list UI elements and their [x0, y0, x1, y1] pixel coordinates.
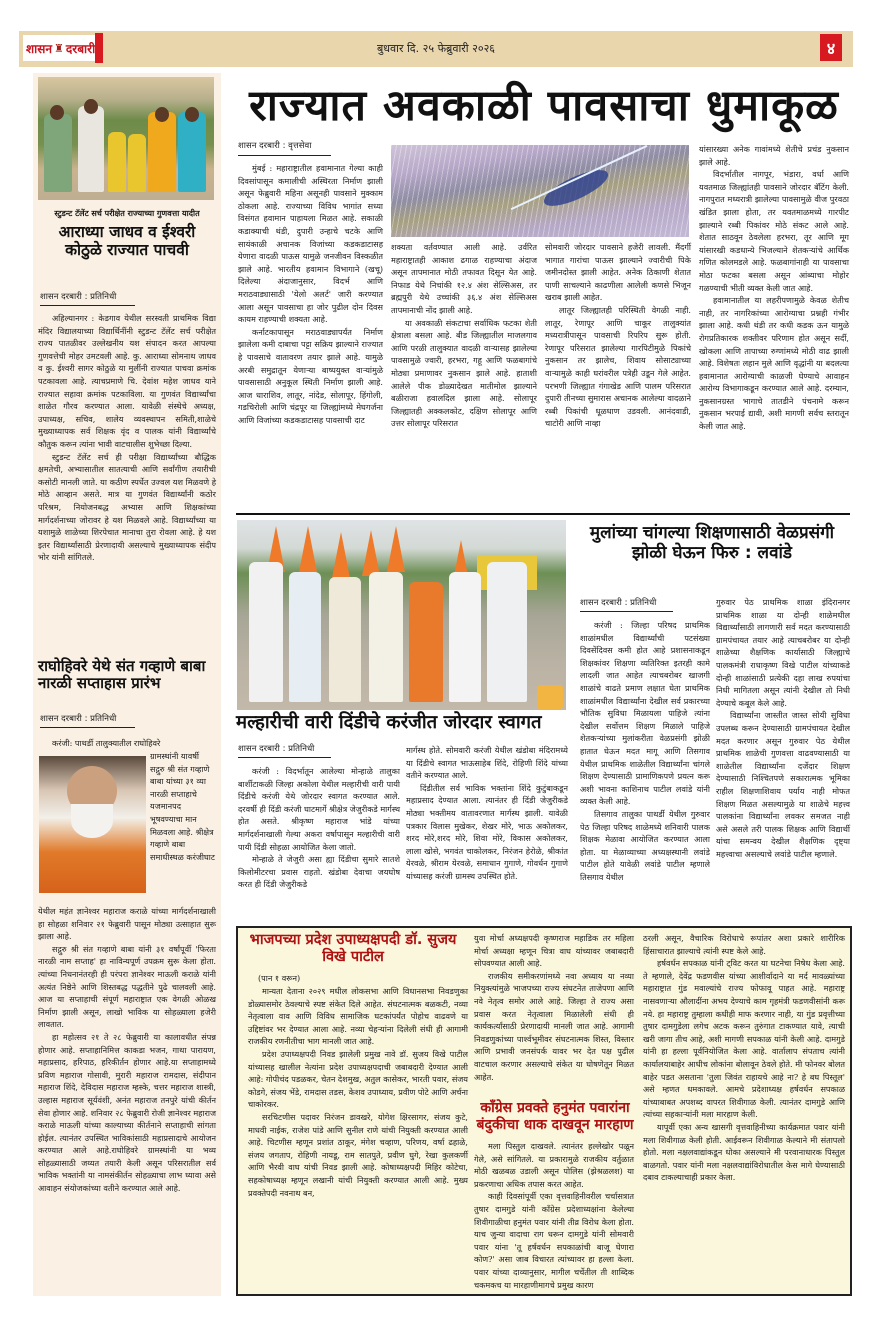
story2-intro — [38, 737, 216, 750]
lead-column-4 — [699, 143, 849, 433]
pawar-paragraph: हर्षवर्धन सपकाळ यांनी ट्विट करत या घटनेचा निषेध केला आहे. ते म्हणाले, देवेंद्र फडणवीस यांच्या आशीर्वादाने या मर्द मावळ्यांच्या महाराष्ट्रात गुंड मवाल्यांचे राज्य फोफावू पाहत आहे. महाराष्ट्र नासवणाऱ्या औलादींना अभय देण्याचे काम गृहमंत्री फडणवीसांनी करू नये. हा महाराष्ट्र तुम्हाला कधीही माफ करणार नाही, या गुंड प्रवृत्तीच्या तुषार दामगुडेला लगेच अटक करून तुरुंगात टाकण्यात यावे, त्याची खरी जागा तीच आहे, अशी मागणी सपकाळ यांनी केली आहे. दामगुडे यांनी हा हल्ला पूर्वनियोजित केला आहे. वार्तालाप संपताच त्यांनी कार्यालयाबाहेर आधीच लोकांना बोलावून ठेवले होते. मी फोनवर बोलत बाहेर पडत असताना 'तुला जिवंत राहायचे आहे ना? हे बघ पिस्तूल' असे म्हणत धमकावले. आमचे प्रदेशाध्यक्ष हर्षवर्धन सपकाळ यांच्याबाबत अपशब्द वापरत शिवीगाळ केली. त्यानंतर दामगुडे आणि त्यांच्या सहकाऱ्यांनी मला मारहाण केली. — [643, 958, 845, 1120]
story1-paragraph: स्टुडन्ट टॅलेंट सर्च ही परीक्षा विद्यार्थ्यांच्या बौद्धिक क्षमतेची, अभ्यासातील सातत्याची आणि सर्वांगीण तयारीची कसोटी मानली जाते. या कठीण स्पर्धेत उज्वल यश मिळवणे हे मोठे आव्हान असते. मात्र या गुणवंत विद्यार्थ्यांनी कठोर परिश्रम, नियोजनबद्ध अभ्यास आणि शिक्षकांच्या मार्गदर्शनाच्या जोरावर हे यश मिळवले आहे. विद्यार्थ्यांच्या या यशामुळे शाळेच्या शिरपेचात मानाचा तुरा रोवला आहे. हे यश इतर विद्यार्थ्यांसाठी प्रेरणादायी असल्याचे मुख्याध्यापक संदीप भोर यांनी सांगितले. — [38, 451, 216, 563]
vikhe-column-2 — [474, 932, 634, 1083]
lavande-paragraph: विद्यार्थ्यांना जास्तीत जास्त सोयी सुविधा उपलब्ध करून देण्यासाठी ग्रामपंचायत देखील मदत करणार असून गुरुवार पेठ येथील प्राथमिक शाळेची गुणवत्ता वाढवण्यासाठी या शाळेतील विद्यार्थ्यांना दर्जेदार शिक्षण देण्यासाठी निश्चितपणे सकारात्मक भूमिका राहील शिक्षणाशिवाय पर्याय नाही मोफत शिक्षण मिळत असल्यामुळे या शाळेचे महत्त्व पालकांना विद्यार्थ्यांना लवकर समजत नाही असे असले तरी पालक शिक्षक आणि विद्यार्थी यांचा समन्वय देखील शैक्षणिक दृष्ट्या महत्त्वाचा असल्याचे लवांडे पाटील म्हणाले. — [716, 710, 850, 859]
byline-underline — [40, 305, 135, 306]
person-figure — [108, 132, 126, 192]
dindi-column-1 — [238, 765, 400, 891]
story2-paragraph: येथील महंत ज्ञानेश्वर महाराज कराळे यांच्या मार्गदर्शनाखाली हा सोहळा शनिवार २१ फेब्रुवारी पासून मोठ्या उत्साहात सुरू झाला आहे. — [38, 906, 216, 942]
lavande-headline: मुलांच्या चांगल्या शिक्षणासाठी वेळप्रसंगी झोळी घेऊन फिरु : लवांडे — [589, 523, 835, 563]
saffron-flag — [387, 526, 405, 572]
throne-icon: ♜ — [54, 41, 64, 55]
story2-byline: शासन दरबारी : प्रतिनिधी — [40, 714, 117, 724]
person-figure — [369, 572, 403, 702]
students-group-photo — [38, 77, 214, 200]
story2-paragraph: हा महोत्सव २१ ते २८ फेब्रुवारी या कालावधीत संपन्न होणार आहे. सप्ताहानिमित्त काकडा भजन, गाथा पारायण, महाप्रसाद, हरिपाठ, हरिकीर्तन होणार आहे.या सप्ताहामध्ये प्रविण महाराज गोसावी, मुरारी महाराज रामदास, संदीपान महाराज शिंदे, देविदास महाराज म्हस्के, चत्तर महाराज शास्त्री, उल्हास महाराज सूर्यवंशी, अनंत महाराज तनपुरे यांची कीर्तन सेवा होणार आहे. शनिवार २८ फेब्रुवारी रोजी ज्ञानेश्वर महाराज कराळे माऊली यांच्या काल्याच्या कीर्तनाने सप्ताहाची सांगता होईल. त्यानंतर उपस्थित भाविकांसाठी महाप्रसादाचे आयोजन करण्यात आले आहे.राघोहिवरे ग्रामस्थांनी या भव्य सोहळ्यासाठी जय्यत तयारी केली असून परिसरातील सर्व भाविक भक्तांनी या नामसंकीर्तन सोहळ्याचा लाभ घ्यावा असे आवाहन संयोजकांच्या वतीने करण्यात आले आहे. — [38, 1031, 216, 1194]
page-number: ४ — [820, 34, 842, 61]
portrait-beard — [71, 804, 113, 838]
orange-barrel — [537, 685, 563, 709]
story1-byline: शासन दरबारी : प्रतिनिधी — [40, 292, 117, 302]
pawar-paragraph: काही दिवसांपूर्वी एका वृत्तवाहिनीवरील चर्चासत्रात तुषार दामगुडे यांनी काँग्रेस प्रदेशाध्यक्षांना केलेल्या शिवीगाळीचा हनुमंत पवार यांनी तीव्र विरोध केला होता. याच जुन्या वादाचा राग धरून दामगुडे यांनी सोमवारी पवार यांना 'तू हर्षवर्धन सपकाळांची बाजू घेणारा कोण?' असा जाब विचारत त्यांच्यावर हा हल्ला केला. पवार यांच्या दाव्यानुसार, मागील चर्चेतील ती शाब्दिक चकमकच या मारहाणीमागचे प्रमुख कारण — [474, 1191, 634, 1290]
logo-text-darbari: दरबारी — [65, 41, 96, 56]
story1-paragraph: अहिल्यानगर : केडगाव येथील सरस्वती प्राथमिक विद्या मंदिर विद्यालयाच्या विद्यार्थिनींनी स्टुडन्ट टॅलेंट सर्च परीक्षेत राज्य पातळीवर उल्लेखनीय यश संपादन करत आपल्या गुणवत्तेची मोहर उमटवली आहे. कु. आराध्या सोमनाथ जाधव व कु. ईश्वरी सागर कोठुळे या मुलींनी राज्यात पाचवा क्रमांक पटकावला आहे. त्याचप्रमाणे चि. देवांश महेश जाधव याने राज्यात सहावा क्रमांक पटकाविला. या गुणवंत विद्यार्थ्यांचा शाळेत गौरव करण्यात आला. यावेळी संस्थेचे अध्यक्ष, उपाध्यक्ष, सचिव, शालेय व्यवस्थापन समिती,शाळेचे मुख्याध्यापक सर्व शिक्षक वृंद व पालक यांनी विद्यार्थ्यांचे कौतुक करून त्यांना भावी वाटचालीस शुभेच्छा दिल्या. — [38, 313, 216, 449]
lavande-column-2 — [716, 596, 850, 860]
section-divider — [236, 513, 850, 515]
lead-paragraph: हवामानातील या लहरीपणामुळे केवळ शेतीच नाही, तर नागरिकांच्या आरोग्याचा प्रश्नही गंभीर झाला आहे. कधी थंडी तर कधी कडक ऊन यामुळे रोगप्रतिकारक शक्तीवर परिणाम होत असून सर्दी, खोकला आणि तापाच्या रुग्णांमध्ये मोठी वाढ झाली आहे. विशेषतः लहान मुले आणि वृद्धांनी या बदलत्या हवामानात आरोग्याची काळजी घेण्याचे आवाहन आरोग्य विभागाकडून करण्यात आले आहे. दरम्यान, नुकसानग्रस्त भागाचे तातडीने पंचनामे करून नुकसान भरपाई द्यावी, अशी मागणी सर्वच स्तरातून केली जात आहे. — [699, 295, 849, 432]
lead-byline: शासन दरबारी : वृत्तसेवा — [238, 141, 312, 151]
lead-paragraph: सोमवारी जोरदार पावसाने हजेरी लावली. मैंदर्गी भागात गारांचा पाऊस झाल्याने ज्वारीची पिके जमीनदोस्त झाली आहेत. अनेक ठिकाणी शेतात पाणी साचल्याने काढणीला आलेली कणसे भिजून खराब झाली आहेत. — [545, 242, 691, 303]
person-figure — [289, 572, 321, 702]
person-head — [185, 107, 199, 122]
story1-kicker: स्टुडन्ट टॅलेंट सर्च परीक्षेत राज्याच्या गुणवत्ता यादीत — [54, 209, 200, 218]
person-figure — [44, 114, 72, 192]
person-figure — [128, 134, 146, 192]
dindi-headline: मल्हारीची वारी दिंडीचे करंजीत जोरदार स्वागत — [236, 712, 542, 733]
saffron-flag — [362, 530, 380, 576]
lead-paragraph: शक्यता वर्तवण्यात आली आहे. उर्वरित महाराष्ट्रातही आकाश ढगाळ राहण्याचा अंदाज असून तापमानात मोठी तफावत दिसून येत आहे. निफाड येथे निचांकी १२.४ अंश सेल्सिअस, तर ब्रह्मपुरी येथे उच्चांकी ३६.४ अंश सेल्सिअस तापमानाची नोंद झाली आहे. — [391, 242, 537, 315]
pawar-paragraph: ठरली असून, वैचारिक विरोधाचे रूपांतर अशा प्रकारे शारीरिक हिंसाचारात झाल्याचे त्यांनी स्पष्ट केले आहे. — [643, 933, 845, 956]
pawar-column-1 — [474, 1140, 634, 1291]
byline-underline — [580, 611, 673, 612]
person-figure — [329, 577, 361, 702]
person-figure — [78, 106, 104, 192]
lead-column-2 — [391, 241, 537, 430]
vikhe-column-1 — [248, 985, 468, 1199]
lead-paragraph: विदर्भातील नागपूर, भंडारा, वर्धा आणि यवतमाळ जिल्ह्यांतही पावसाने जोरदार बॅटिंग केली. नागपुरात मध्यरात्री झालेल्या पावसामुळे वीज पुरवठा खंडित झाला होता, तर यवतमाळमध्ये गारपीट झाल्याने रब्बी पिकांवर मोठे संकट आले आहे. शेतात साठवून ठेवलेला हरभरा, तूर आणि मूग यांसारखी कडधान्ये भिजल्याने शेतकऱ्यांचे आर्थिक गणित कोलमडले आहे. फळबागांनाही या पावसाचा मोठा फटका बसला असून आंब्याचा मोहोर गळण्याची भीती व्यक्त केली जात आहे. — [699, 169, 849, 293]
vikhe-paragraph: युवा मोर्चा अध्यक्षपदी कृष्णराज महाडिक तर महिला मोर्चा अध्यक्षा म्हणून चित्रा वाघ यांच्यावर जबाबदारी सोपवण्यात आली आहे. — [474, 933, 634, 969]
lead-paragraph: कर्नाटकापासून मराठवाड्यापर्यंत निर्माण झालेला कमी दाबाचा पट्टा सक्रिय झाल्याने राज्यात हे पावसाचे वातावरण तयार झाले आहे. यामुळे अरबी समुद्रातून येणाऱ्या बाष्पयुक्त वाऱ्यांमुळे पावसासाठी अनुकूल स्थिती निर्माण झाली आहे. आज धाराशिव, लातूर, नांदेड, सोलापूर, हिंगोली, गडचिरोली आणि चंद्रपूर या जिल्ह्यांमध्ये मेघगर्जना आणि विजांच्या कडकडाटासह पावसाची दाट — [238, 326, 383, 425]
lavande-paragraph: करंजी : जिल्हा परिषद प्राथमिक शाळांमधील विद्यार्थ्यांची पटसंख्या दिवसेंदिवस कमी होत आहे प्रशासनाकडून शिक्षकांवर शिक्षणा व्यतिरिक्त इतरही कामे लादली जात आहेत त्याचबरोबर खाजगी शाळांचे वाढते प्रमाण लक्षात घेता प्राथमिक शाळांमधील विद्यार्थ्यांना देखील सर्व प्रकारच्या भौतिक सुविधा मिळायला पाहिजे त्यांना देखील सर्वोत्तम शिक्षण मिळाले पाहिजे शेतकऱ्यांच्या मुलांकरीता वेळप्रसंगी झोळी हातात घेऊन मदत मागू आणि तिसगाव येथील प्राथमिक शाळेतील विद्यार्थ्यांना चांगले शिक्षण देण्यासाठी प्रामाणिकपणे प्रयत्न करू अशी भावना काशिनाथ पाटील लवांडे यांनी व्यक्त केली आहे. — [580, 620, 710, 807]
person-figure — [409, 582, 443, 702]
lead-paragraph: लातूर जिल्ह्यातही परिस्थिती वेगळी नाही. लातूर, रेणापूर आणि चाकूर तालुक्यांत मध्यरात्रीपासून पावसाची रिपरिप सुरू होती. रेणापूर परिसरात झालेल्या गारपिटीमुळे पिकांचे नुकसान तर झालेच, शिवाय सोसाट्याच्या वाऱ्यामुळे काही घरांवरील पत्रेही उडून गेले आहेत. परभणी जिल्ह्यात गंगाखेड आणि पालम परिसरात दुपारी तीनच्या सुमारास अचानक आलेल्या वादळाने रब्बी पिकांची धूळधाण उडवली. आनंदवाडी, चाटोरी आणि नाव्हा — [545, 304, 691, 429]
byline-underline — [40, 727, 135, 728]
story2-headline: राघोहिवरे येथे संत गव्हाणे बाबा नारळी सप्ताहास प्रारंभ — [38, 657, 206, 693]
dindi-byline: शासन दरबारी : प्रतिनिधी — [238, 744, 315, 754]
story2-intro-text: करंजी: पाथर्डी तालुक्यातील राघोहिवरे — [52, 738, 161, 748]
dindi-paragraph: करंजी : विदर्भातून आलेल्या मोन्हाळे तालुका बार्शीटाकळी जिल्हा अकोला येथील मल्हारीची वारी पायी दिंडीचे करंजी येथे जोरदार स्वागत करण्यात आले. दरवर्षी ही दिंडी करंजी घाटमार्गे श्रीक्षेत्र जेजुरीकडे मार्गस्थ होत असते. श्रीकृष्ण महाराज भांडे यांच्या मार्गदर्शनाखाली गेल्या अकरा वर्षापासून मल्हारीची वारी पायी दिंडी सोहळा आयोजित केला जातो. — [238, 766, 400, 852]
lavande-column-1 — [580, 619, 710, 883]
person-figure — [249, 562, 283, 702]
saint-portrait-photo — [39, 756, 146, 893]
person-figure — [449, 572, 481, 702]
pawar-headline: काँग्रेस प्रवक्ते हनुमंत पवारांना बंदुकीचा धाक दाखवून मारहाण — [476, 1100, 634, 1133]
dindi-paragraph: मार्गस्थ होते. सोमवारी करंजी येथील खंडोबा मंदिरामध्ये या दिंडीचे स्वागत भाऊसाहेब शिंदे, रोहिणी शिंदे यांच्या वतीने करण्यात आले. — [406, 745, 568, 781]
vikhe-continued-note: (पान १ वरून) — [258, 973, 301, 983]
story2-wrap-text: ग्रामस्थांनी यावर्षी सद्गुरु श्री संत गव्हाणे बाबा यांच्या ३१ व्या नारळी सप्ताहाचे यजमानपद भूषवण्याचा मान मिळवला आहे. श्रीक्षेत्र गव्हाणे बाबा समाधीस्थळ करंजीघाट — [150, 751, 215, 862]
vikhe-paragraph: मान्यता देताना २०२९ मधील लोकसभा आणि विधानसभा निवडणुका डोळ्यासमोर ठेवल्याचे स्पष्ट संकेत दिले आहेत. संघटनात्मक बळकटी, नव्या नेतृत्वाला वाव आणि विविध सामाजिक घटकांपर्यंत पोहोच वाढवणे या उद्दिष्टांवर भर देण्यात आला आहे. नव्या चेहऱ्यांना दिलेली संधी ही आगामी राजकीय रणनीतीचा भाग मानली जात आहे. — [248, 986, 468, 1047]
byline-underline — [238, 155, 331, 156]
dindi-column-2 — [406, 744, 568, 883]
person-head — [84, 99, 98, 114]
dindi-group-photo — [237, 520, 566, 710]
person-head — [155, 107, 169, 122]
dindi-paragraph: दिंडीतील सर्व भाविक भक्तांना शिंदे कुटुंबाकडून महाप्रसाद देण्यात आला. त्यानंतर ही दिंडी जेजुरीकडे मोठ्या भक्तीमय वातावरणात मार्गस्थ झाली. यावेळी पत्रकार विलास मुखेकर, शेखर मोरे, भाऊ अकोलकर, शरद मोरे,शरद मोरे, शिवा मोरे, विकास अकोलकर, लाला खोसे, भगवंत चाकोलकर, निरंजन हेरोळे, श्रीकांत येरवळे, श्रीराम येरवळे, समाधान गुगाणे, गोवर्धन गुगाणे यांच्यासह करंजी ग्रामस्थ उपस्थित होते. — [406, 782, 568, 881]
lead-column-1 — [238, 162, 383, 426]
lead-column-3 — [545, 241, 691, 430]
masthead-band — [19, 31, 853, 67]
vikhe-paragraph: सरचिटणीस पदावर निरंजन डावखरे, योगेश क्षिरसागर, संजय कुटे, माधवी नाईक, राजेश पांडे आणि सुनील राणे यांची नियुक्ती करण्यात आली आहे. चिटणीस म्हणून प्रशांत ठाकूर, मंगेश चव्हाण, परिणय, वर्षा ढहाळे, संजय जगताप, रोहिणी नायडू, राम सातपुते, प्रवीण घुगे, रेखा कुलकर्णी आणि भैरवी वाघ यांची निवड झाली आहे. कोषाध्यक्षपदी मिहिर कोटेचा, सहकोषाध्यक्ष म्हणून लखानी यांची नियुक्ती करण्यात आली आहे. मुख्य प्रवक्तेपदी नवनाथ बन, — [248, 1111, 468, 1198]
person-figure — [178, 112, 206, 192]
issue-date: बुधवार दि. २५ फेब्रुवारी २०२६ — [376, 42, 496, 55]
lavande-paragraph: तिसगाव तालुका पाथर्डी येथील गुरुवार पेठ जिल्हा परिषद शाळेमध्ये शनिवारी पालक शिक्षक मेळावा आयोजित करण्यात आला होता. या मेळाव्याच्या अध्यक्षस्थानी लवांडे पाटील होते यावेळी लवांडे पाटील म्हणाले तिसगाव येथील — [580, 808, 710, 882]
person-head — [50, 105, 64, 120]
vikhe-paragraph: प्रदेश उपाध्यक्षपदी निवड झालेली प्रमुख नावे डॉ. सुजय विखे पाटील यांच्यासह खालील नेत्यांना प्रदेश उपाध्यक्षपदाची जबाबदारी देण्यात आली आहे: गोपीचंद पडळकर, चेतन देशमुख, अतुल कासेकर, भारती पवार, संजय कोडगे, संजय भेंडे, रामदास तडस, केशव उपाध्याय, प्रवीण पोटे आणि अर्चना चाकोरकर. — [248, 1048, 468, 1110]
dindi-paragraph: मोन्हाळे ते जेजुरी असा ह्या दिंडीचा सुमारे सातशे किलोमीटरचा प्रवास राहतो. खंडोबा देवाचा जयघोष करत ही दिंडी जेजुरीकडे — [238, 854, 400, 890]
saffron-flag — [299, 526, 317, 572]
lead-headline: राज्यात अवकाळी पावसाचा धुमाकूळ — [249, 81, 839, 131]
person-figure — [148, 112, 176, 192]
lead-paragraph: यांसारख्या अनेक गावांमध्ये शेतीचे प्रचंड नुकसान झाले आहे. — [699, 144, 849, 167]
vikhe-paragraph: राजकीय समीकरणांमध्ये नवा अध्याय या नव्या नियुक्त्यांमुळे भाजपच्या राज्य संघटनेत ताजेपणा आणि नवे नेतृत्व समोर आले आहे. जिल्हा ते राज्य असा प्रवास करत नेतृत्वाला मिळालेली संधी ही कार्यकर्त्यांसाठी प्रेरणादायी मानली जात आहे. आगामी निवडणुकांच्या पार्श्वभूमीवर संघटनात्मक शिस्त, विस्तार आणि प्रभावी जनसंपर्क यावर भर देत पक्ष पुढील वाटचाल करणार असल्याचे संकेत या घोषणेतून मिळत आहेत. — [474, 970, 634, 1082]
rain-storm-photo — [391, 145, 689, 237]
saffron-flag — [332, 532, 350, 578]
lavande-paragraph: गुरुवार पेठ प्राथमिक शाळा इंदिरानगर प्राथमिक शाळा या दोन्ही शाळेमधील विद्यार्थ्यांसाठी लागणारी सर्व मदत करण्यासाठी ग्रामपंचायत तयार आहे त्याचबरोबर या दोन्ही शाळेच्या शैक्षणिक कार्यासाठी जिल्ह्याचे पालकमंत्री राधाकृष्ण विखे पाटील यांच्याकडे दोन्ही शाळांसाठी प्रत्येकी दहा लाख रुपयांचा निधी मागितला असून त्यांनी देखील तो निधी देण्याचे कबूल केले आहे. — [716, 597, 850, 708]
lead-paragraph: मुंबई : महाराष्ट्रातील हवामानात गेल्या काही दिवसांपासून कमालीची अस्थिरता निर्माण झाली असून फेब्रुवारी महिना असूनही पावसाने मुक्काम ठोकला आहे. राज्याच्या विविध भागांत सध्या विसंगत हवामान पाहायला मिळत आहे. सकाळी कडाक्याची थंडी, दुपारी उन्हाचे चटके आणि सायंकाळी अचानक विजांच्या कडकडाटासह येणारा वादळी पाऊस यामुळे जनजीवन विस्कळीत झाले आहे. भारतीय हवामान विभागाने (खचू) दिलेल्या अंदाजानुसार, विदर्भ आणि मराठवाड्यासाठी 'येलो अलर्ट' जारी करण्यात आला असून पावसाचा हा जोर पुढील दोन दिवस कायम राहण्याची शक्यता आहे. — [238, 163, 383, 325]
pawar-paragraph: मला पिस्तुल दाखवले. त्यानंतर हल्लेखोर पळून गेले, असे सांगितले. या प्रकारामुळे राजकीय वर्तुळात मोठी खळबळ उडाली असून पोलिस (झेश्रळलश) या प्रकरणाचा अधिक तपास करत आहेत. — [474, 1141, 634, 1189]
vikhe-headline: भाजपच्या प्रदेश उपाध्यक्षपदी डॉ. सुजय विखे पाटील — [249, 932, 457, 966]
story2-paragraph: सद्गुरु श्री संत गव्हाणे बाबा यांनी ३१ वर्षांपूर्वी 'फिरता नारळी नाम सप्ताह' हा नाविन्यपूर्ण उपक्रम सुरू केला होता. त्यांच्या निधनानंतरही ही परंपरा ज्ञानेश्वर माऊली कराळे यांनी अत्यंत निष्ठेने आणि शिस्तबद्ध पद्धतीने पुढे चालवली आहे. आज या सप्ताहाची संपूर्ण महाराष्ट्रात एक वेगळी ओळख निर्माण झाली असून, लाखो भाविक या सोहळ्याला हजेरी लावतात. — [38, 943, 216, 1030]
byline-underline — [238, 757, 331, 758]
lavande-byline: शासन दरबारी : प्रतिनिधी — [580, 598, 657, 608]
logo-text-shasan: शासन — [26, 41, 53, 56]
lead-paragraph: या अवकाळी संकटाचा सर्वाधिक फटका शेती क्षेत्राला बसला आहे. बीड जिल्ह्यातील माजलगाव आणि परळी तालुक्यात वादळी वाऱ्यासह झालेल्या पावसामुळे ज्वारी, हरभरा, गहू आणि फळबागांचे मोठ्या प्रमाणावर नुकसान झाले आहे. हाताशी आलेले पीक डोळ्यादेखत मातीमोल झाल्याने बळीराजा हवालदिल झाला आहे. सोलापूर जिल्ह्यातही अक्कलकोट, दक्षिण सोलापूर आणि उत्तर सोलापूर परिसरात — [391, 317, 537, 429]
story2-body — [38, 905, 216, 1195]
person-figure — [487, 562, 527, 702]
story1-headline: आराध्या जाधव व ईश्वरी कोठुळे राज्यात पाचवी — [58, 223, 196, 259]
story1-body — [38, 312, 216, 564]
pawar-paragraph: यापूर्वी एका अन्य खासगी वृत्तवाहिनीच्या कार्यक्रमात पवार यांनी मला शिवीगाळ केली होती. आईवरून शिवीगाळ केल्याने मी संतापलो होतो. मला नक्षलवाद्यांकडून धोका असल्याने मी परवानाधारक पिस्तुल बाळगतो. पवार यांनी मला नक्षलवाद्यांविरोधातील केस मागे घेण्यासाठी दबाव टाकल्याचाही प्रकार केला. — [643, 1121, 845, 1183]
pawar-column-2 — [643, 932, 845, 1184]
